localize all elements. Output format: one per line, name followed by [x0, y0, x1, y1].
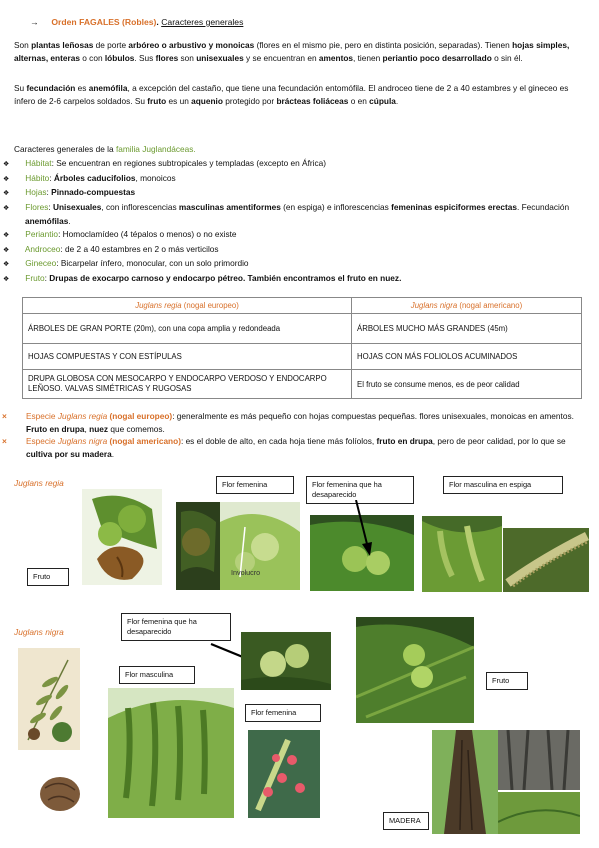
- text-run: fruto en drupa: [376, 436, 433, 447]
- fruto-regia-label: Fruto: [27, 568, 69, 586]
- involucro-label: Involucro: [231, 568, 261, 577]
- diamond-bullet-icon: ❖: [3, 190, 10, 198]
- nigra-fruit-photo: [356, 617, 474, 723]
- text-run: . Fecundación: [516, 201, 570, 212]
- list-item-key: Hábitat: [23, 158, 52, 168]
- text-run: , monoicos: [135, 172, 176, 183]
- text-run: .: [395, 95, 399, 106]
- species-name: Juglans regia: [57, 411, 108, 421]
- text-run: :: [48, 201, 53, 212]
- family-name: familia Juglandáceas.: [115, 144, 196, 154]
- text-run: femeninas espiciformes erectas: [391, 201, 517, 212]
- regia-gallery-title: Juglans regia: [14, 478, 64, 488]
- list-item: [3, 201, 584, 228]
- species-prefix: Especie: [26, 411, 58, 421]
- flor-femenina-regia-label: Flor femenina: [216, 476, 294, 494]
- diamond-bullet-icon: ❖: [3, 175, 10, 183]
- text-run: brácteas foliáceas: [276, 95, 349, 106]
- text-run: flores: [155, 52, 179, 63]
- header-common-regia: (nogal europeo): [181, 301, 239, 310]
- header-common-nigra: (nogal americano): [457, 301, 523, 310]
- text-run: : generalmente es más pequeño con hojas compuestas pequeñas. flores unisexuales, monoicas en amentos.: [172, 411, 574, 421]
- bark-photo: [498, 730, 580, 790]
- text-run: :: [46, 187, 52, 198]
- text-run: aquenio: [191, 95, 223, 106]
- madera-label: MADERA: [383, 812, 429, 830]
- list-item: [3, 228, 584, 243]
- general-title: Caracteres generales: [161, 17, 244, 27]
- list-item: [3, 186, 584, 201]
- species-item: [2, 435, 584, 460]
- table-row: [23, 370, 582, 399]
- trunk-photo: [432, 730, 498, 834]
- flor-femenina-nigra-label: Flor femenina: [245, 704, 321, 722]
- table-cell: DRUPA GLOBOSA CON MESOCARPO Y ENDOCARPO VERDOSO Y ENDOCARPO LEÑOSO. VALVAS SIMÉTRICAS Y RUGOSAS: [23, 370, 352, 399]
- intro-paragraph-2: [14, 82, 582, 107]
- text-run: que comemos.: [108, 423, 165, 434]
- text-run: : de 2 a 40 estambres en 2 o más verticilos: [60, 243, 219, 254]
- text-run: plantas leñosas: [31, 40, 94, 50]
- text-run: masculinas amentiformes: [178, 201, 281, 212]
- text-run: de porte: [93, 40, 129, 50]
- text-run: Fruto en drupa: [26, 423, 85, 434]
- text-run: unisexuales: [196, 52, 244, 63]
- family-list: [3, 157, 584, 286]
- diamond-bullet-icon: ❖: [3, 161, 10, 168]
- text-run: : Bicarpelar ínfero, monocular, con un solo primordio: [56, 258, 249, 269]
- fruto-nigra-label: Fruto: [486, 672, 528, 690]
- diamond-bullet-icon: ❖: [3, 261, 10, 269]
- species-item: [2, 410, 584, 435]
- list-item-key: Androceo: [23, 243, 61, 254]
- family-intro-text: Caracteres generales de la: [14, 144, 116, 154]
- text-run: . Sus: [134, 52, 156, 63]
- text-run: es: [75, 83, 89, 93]
- table-row: [23, 314, 582, 344]
- table-header-row: [23, 298, 582, 314]
- text-run: , tienen: [353, 52, 383, 63]
- text-run: o en: [348, 95, 370, 106]
- table-cell: HOJAS COMPUESTAS Y CON ESTÍPULAS: [23, 344, 352, 370]
- text-run: :: [49, 172, 54, 183]
- list-item: [3, 272, 584, 287]
- text-run: Drupas de exocarpo carnoso y endocarpo pétreo. También encontramos el fruto en nuez.: [49, 272, 402, 283]
- text-run: .: [68, 216, 71, 227]
- list-item: [3, 243, 584, 258]
- text-run: , pero de peor calidad, por lo que se: [432, 436, 566, 447]
- species-common-name: (nogal europeo): [107, 411, 173, 421]
- flor-masculina-espiga-label: Flor masculina en espiga: [443, 476, 563, 494]
- intro-paragraph-1: [14, 39, 582, 64]
- arrow-icon: →: [30, 17, 39, 27]
- header-species-nigra: Juglans nigra: [410, 301, 458, 310]
- list-item: [3, 257, 584, 272]
- male-catkin-photo-1: [422, 516, 502, 592]
- species-name: Juglans nigra: [57, 436, 108, 447]
- text-run: periantio poco desarrollado: [382, 52, 492, 63]
- species-list: [2, 410, 584, 460]
- female-flower-photo-1: [176, 502, 220, 590]
- nigra-female-flower-photo: [241, 632, 331, 690]
- section-header: [30, 16, 243, 29]
- list-item-key: Fruto: [23, 272, 45, 283]
- table-header-nigra: [352, 298, 582, 314]
- diamond-bullet-icon: ❖: [3, 231, 10, 239]
- table-cell: ÁRBOLES MUCHO MÁS GRANDES (45m): [352, 314, 582, 344]
- text-run: o con: [79, 52, 105, 63]
- table-cell: El fruto se consume menos, es de peor calidad: [352, 370, 582, 399]
- text-run: fecundación: [26, 83, 76, 93]
- text-run: anemófilas: [25, 216, 69, 227]
- text-run: Son: [14, 40, 32, 50]
- text-run: es un: [166, 95, 192, 106]
- list-item-key: Hábito: [23, 172, 50, 183]
- text-run: hojas simples, alternas, enteras: [14, 40, 570, 63]
- nigra-gallery-title: Juglans nigra: [14, 627, 64, 637]
- nigra-male-catkins-photo: [108, 688, 234, 818]
- flor-fem-desaparecido-regia-label: Flor femenina que ha desaparecido: [306, 476, 414, 504]
- text-run: y se encuentran en: [243, 52, 319, 63]
- text-run: Su: [14, 83, 27, 93]
- text-run: protegido por: [222, 95, 277, 106]
- text-run: cultiva por su madera: [26, 448, 112, 459]
- text-run: , a excepción del castaño, que tiene una fecundación entomófila. El androceo tiene de 2 a 40 estambres y el gineceo es ínfero de 2-6 carpelos soldados. Su: [14, 83, 569, 106]
- text-run: Árboles caducifolios: [53, 172, 136, 183]
- text-run: : Se encuentran en regiones subtropicales y templadas (excepto en África): [51, 158, 327, 168]
- text-run: : Homoclamídeo (4 tépalos o menos) o no existe: [58, 228, 237, 239]
- text-run: (flores en el mismo pie, pero en distinta posición, separadas). Tienen: [254, 40, 513, 50]
- text-run: : es el doble de alto, en cada hoja tiene más folíolos,: [180, 436, 377, 447]
- list-item-key: Gineceo: [23, 258, 57, 269]
- table-row: [23, 344, 582, 370]
- order-title: Orden FAGALES (Robles): [51, 17, 157, 27]
- text-run: , con inflorescencias: [101, 201, 179, 212]
- list-item: [3, 157, 584, 172]
- species-common-name: (nogal americano): [107, 436, 181, 447]
- text-run: arbóreo o arbustivo y monoicas: [128, 40, 255, 50]
- text-run: anemófila: [88, 83, 128, 93]
- list-item-key: Periantio: [23, 228, 59, 239]
- text-run: son: [178, 52, 197, 63]
- leaf-photo: [498, 792, 580, 834]
- pointer-arrow-regia: [340, 500, 380, 560]
- text-run: (en espiga) e inflorescencias: [280, 201, 392, 212]
- text-run: Unisexuales: [52, 201, 102, 212]
- text-run: ,: [84, 423, 90, 434]
- botanical-illustration: [18, 648, 80, 750]
- list-item: [3, 172, 584, 187]
- text-run: .: [111, 448, 115, 459]
- text-run: lóbulos: [104, 52, 135, 63]
- comparison-table: [22, 297, 582, 399]
- text-run: Pinnado-compuestas: [51, 187, 136, 198]
- text-run: nuez: [89, 423, 109, 434]
- cross-bullet-icon: ×: [2, 411, 7, 421]
- table-cell: HOJAS CON MÁS FOLIOLOS ACUMINADOS: [352, 344, 582, 370]
- text-run: o sin él.: [491, 52, 523, 63]
- list-item-key: Hojas: [23, 187, 47, 198]
- species-prefix: Especie: [26, 436, 58, 447]
- text-run: :: [44, 272, 50, 283]
- text-run: amentos: [318, 52, 354, 63]
- diamond-bullet-icon: ❖: [3, 275, 10, 283]
- text-run: fruto: [147, 95, 167, 106]
- flor-masculina-nigra-label: Flor masculina: [119, 666, 195, 684]
- table-cell: ÁRBOLES DE GRAN PORTE (20m), con una copa amplia y redondeada: [23, 314, 352, 344]
- nigra-female-flower-closeup: [248, 730, 320, 818]
- list-item-key: Flores: [23, 201, 49, 212]
- table-header-regia: [23, 298, 352, 314]
- title-dot: .: [156, 17, 159, 27]
- male-catkin-photo-2: [503, 528, 589, 592]
- header-species-regia: Juglans regia: [135, 301, 182, 310]
- family-intro: [14, 143, 196, 156]
- text-run: cúpula: [369, 95, 396, 106]
- diamond-bullet-icon: ❖: [3, 246, 10, 254]
- walnut-shell-photo: [30, 768, 90, 818]
- flor-fem-desaparecido-nigra-label: Flor femenina que ha desaparecido: [121, 613, 231, 641]
- cross-bullet-icon: ×: [2, 436, 7, 447]
- diamond-bullet-icon: ❖: [3, 204, 10, 212]
- walnut-fruit-photo: [82, 489, 162, 585]
